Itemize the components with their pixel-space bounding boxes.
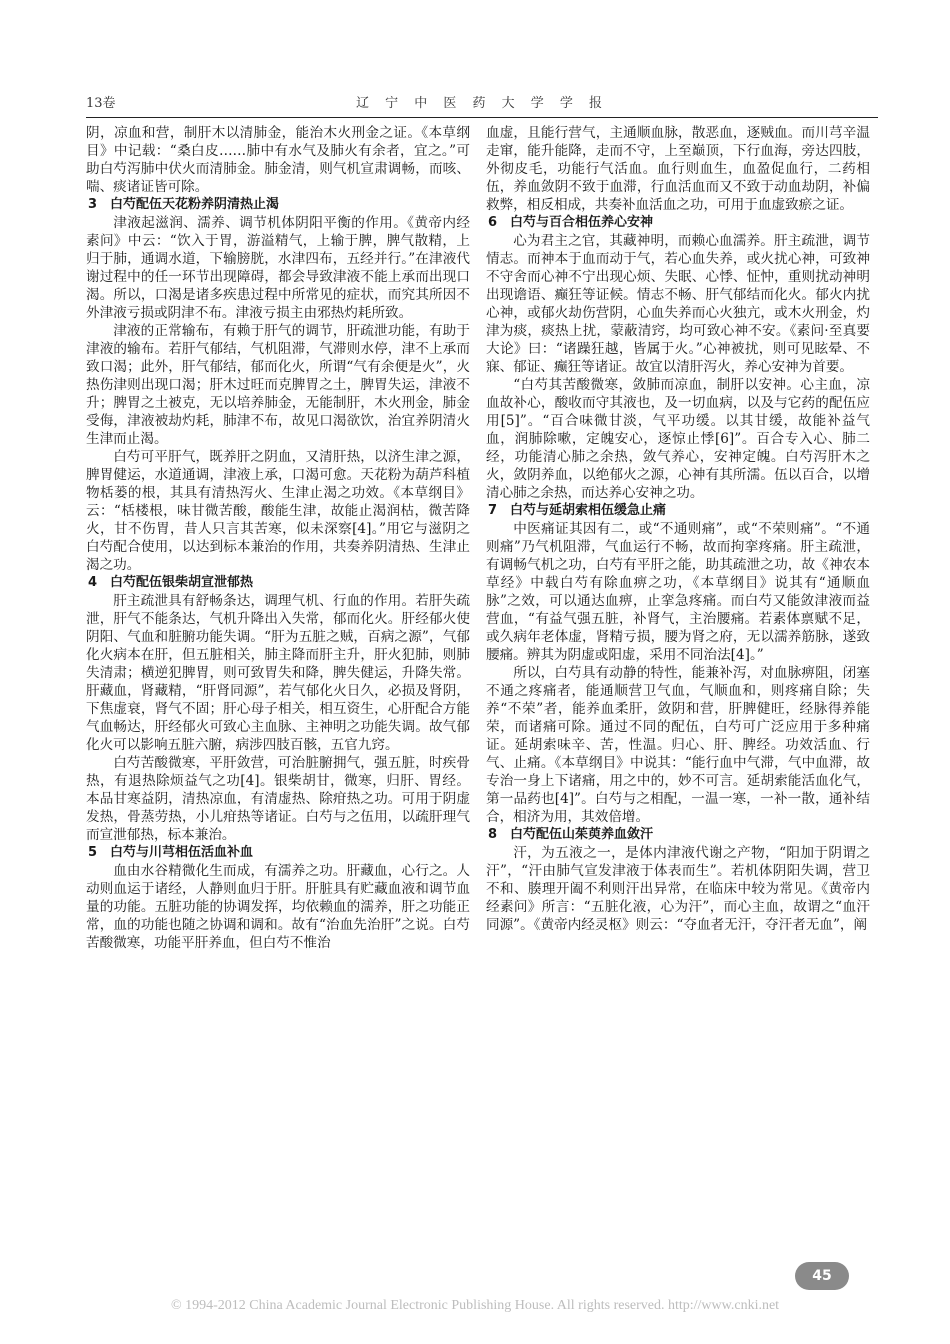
section-number: 6: [488, 215, 498, 230]
section-number: 8: [488, 827, 498, 842]
section-heading: [86, 574, 470, 592]
body-paragraph: 津液起滋润、濡养、调节机体阴阳平衡的作用。《黄帝内经素问》中云：“饮入于胃，游溢精气，上输于脾，脾气散精，上归于肺，通调水道，下输膀胱，水津四布，五经并行。”在津液代谢过程中的任一环节出现障碍，都会导致津液不能上承而出现口渴。所以，口渴是诸多疾患过程中所常见的症状，而究其所因不外津液亏损或阴津不布。津液亏损主由邪热灼耗所致。: [86, 215, 470, 321]
body-paragraph: 阴，凉血和营，制肝木以清肺金，能治木火刑金之证。《本草纲目》中记载：“桑白皮……肺中有水气及肺火有余者，宜之。”可助白芍泻肺中伏火而清肺金。肺金清，则气机宣肃调畅，而咳、喘、痰诸证皆可除。: [86, 125, 470, 195]
section-title: 白芍配伍天花粉养阴清热止渴: [110, 197, 280, 212]
body-paragraph: 肝主疏泄具有舒畅条达，调理气机、行血的作用。若肝失疏泄，肝气不能条达，气机升降出入失常，郁而化火。肝经郁火使阴阳、气血和脏腑功能失调。“肝为五脏之贼，百病之源”，气郁化火病本在肝，但五脏相关，肺主降而肝主升，肝火犯肺，则肺失清肃；横逆犯脾胃，则可致胃失和降，脾失健运，升降失常。肝藏血，肾藏精，“肝肾同源”，若气郁化火日久，必损及肾阴，下焦虚衰，肾气不固；肝心母子相关，相互资生，心肝配合方能气血畅达，肝经郁火可致心主血脉、主神明之功能失调。故气郁化火可以影响五脏六腑，病涉四肢百骸，五官九窍。: [86, 593, 470, 753]
body-paragraph: 血虚，且能行营气，主通顺血脉，散恶血，逐贼血。而川芎辛温走窜，能升能降，走而不守，上至巅顶，下行血海，旁达四肢，外彻皮毛，功能行气活血。血行则血生，血盈促血行，二药相伍，养血敛阴不致于血滞，行血活血而又不致于动血劫阴，补偏救弊，相反相成，共奏补血活血之功，可用于血虚致瘀之证。: [486, 125, 870, 213]
body-paragraph: 白芍可平肝气，既养肝之阴血，又清肝热，以济生津之源，脾胃健运，水道通调，津液上承，口渴可愈。天花粉为葫芦科植物栝蒌的根，其具有清热泻火、生津止渴之功效。《本草纲目》云：“栝楼根，味甘微苦酸，酸能生津，故能止渴润枯，微苦降火，甘不伤胃，昔人只言其苦寒，似未深察[4]。”用它与滋阴之白芍配合使用，以达到标本兼治的作用，共奏养阴清热、生津止渴之功。: [86, 449, 470, 573]
section-title: 白芍与百合相伍养心安神: [510, 215, 654, 230]
section-heading: [486, 826, 870, 844]
body-paragraph: “白芍其苦酸微寒，敛肺而凉血，制肝以安神。心主血，凉血故补心，酸收而守其液也，及一切血病，以及与它药的配伍应用[5]”。“百合味微甘淡，气平功缓。以其甘缓，故能补益气血，润肺除嗽，定魄安心，逐惊止悸[6]”。百合专入心、肺二经，功能清心肺之余热，敛气养心，安神定魄。白芍泻肝木之火，敛阴养血，以绝郁火之源，心神有其所濡。伍以百合，以增清心肺之余热，而达养心安神之功。: [486, 377, 870, 501]
running-header: [86, 92, 878, 112]
section-heading: [86, 196, 470, 214]
body-paragraph: 津液的正常输布，有赖于肝气的调节，肝疏泄功能，有助于津液的输布。若肝气郁结，气机阻滞，气滞则水停，津不上承而致口渴；此外，肝气郁结，郁而化火，所谓“气有余便是火”，火热伤津则出现口渴；肝木过旺而克脾胃之土，脾胃失运，津液不升；脾胃之土被克，无以培养肺金，无能制肝，木火刑金，肺金受侮，津液被劫灼耗，肺津不布，故见口渴欲饮，治宜养阴清火生津而止渴。: [86, 323, 470, 447]
body-paragraph: 血由水谷精微化生而成，有濡养之功。肝藏血，心行之。人动则血运于诸经，人静则血归于肝。肝脏具有贮藏血液和调节血量的功能。五脏功能的协调发挥，均依赖血的濡养，肝之功能正常，血的功能也随之协调和调和。故有“治血先治肝”之说。白芍苦酸微寒，功能平肝养血，但白芍不惟治: [86, 863, 470, 951]
section-title: 白芍与延胡索相伍缓急止痛: [510, 503, 667, 518]
body-paragraph: 心为君主之官，其藏神明，而赖心血濡养。肝主疏泄，调节情志。而神本于血而动于气，若心血失养，或火扰心神，可致神不守舍而心神不宁出现心烦、失眠、心悸、怔忡，重则扰动神明出现谵语、癫狂等证候。情志不畅、肝气郁结而化火。郁火内扰心神，或郁火劫伤营阴，心血失养而心火独亢，或木火刑金，灼津为痰，痰热上扰，蒙蔽清窍，均可致心神不安。《素问·至真要大论》曰：“诸躁狂越，皆属于火。”心神被扰，则可见眩晕、不寐、郁证、癫狂等诸证。故宜以清肝泻火，养心安神为首要。: [486, 233, 870, 375]
body-paragraph: 所以，白芍具有动静的特性，能兼补泻，对血脉痹阻，闭塞不通之疼痛者，能通顺营卫气血，气顺血和，则疼痛自除；失养“不荣”者，能养血柔肝，敛阴和营，肝脾健旺，经脉得养能荣，而诸痛可除。通过不同的配伍，白芍可广泛应用于多种痛证。延胡索味辛、苦，性温。归心、肝、脾经。功效活血、行气、止痛。《本草纲目》中说其：“能行血中气滞，气中血滞，故专治一身上下诸痛，用之中的，妙不可言。延胡索能活血化气，第一品药也[4]”。白芍与之相配，一温一寒，一补一散，通补结合，相济为用，其效倍增。: [486, 665, 870, 825]
volume-label: 13卷: [86, 96, 116, 111]
section-number: 3: [88, 197, 98, 212]
section-title: 白芍配伍山茱萸养血敛汗: [510, 827, 654, 842]
section-heading: [86, 844, 470, 862]
body-paragraph: 汗，为五液之一，是体内津液代谢之产物，“阳加于阴谓之汗”，“汗由肺气宣发津液于体表而生”。若机体阴阳失调，营卫不和、腠理开阖不利则汗出异常，在临床中较为常见。《黄帝内经素问》所言：“五脏化液，心为汗”，而心主血，故谓之“血汗同源”。《黄帝内经灵枢》则云：“夺血者无汗，夺汗者无血”，阐: [486, 845, 870, 933]
section-title: 白芍配伍银柴胡宣泄郁热: [110, 575, 254, 590]
body-paragraph: 中医痛证其因有二，或“不通则痛”，或“不荣则痛”。“不通则痛”乃气机阻滞，气血运行不畅，故而拘挛疼痛。肝主疏泄，有调畅气机之功，白芍有平肝之能，助其疏泄之功，故《神农本草经》中载白芍有除血痹之功，《本草纲目》说其有“通顺血脉”之效，可以通达血痹，止挛急疼痛。而白芍又能敛津液而益营血，“有益气强五脏，补肾气，主治腰痛。若素体禀赋不足，或久病年老体虚，肾精亏损，腰为肾之府，无以濡养筋脉，遂致腰痛。辨其为阴虚或阳虚，采用不同治法[4]。”: [486, 521, 870, 663]
section-number: 4: [88, 575, 98, 590]
section-number: 5: [88, 845, 98, 860]
copyright-footer: © 1994-2012 China Academic Journal Electronic Publishing House. All rights reserved. http://www.cnki.net: [170, 1298, 780, 1313]
right-text-column: [486, 124, 870, 934]
journal-title: 辽 宁 中 医 药 大 学 学 报: [355, 96, 609, 111]
section-heading: [486, 214, 870, 232]
section-title: 白芍与川芎相伍活血补血: [110, 845, 254, 860]
header-divider: [86, 117, 878, 118]
page-number-badge: 45: [795, 1262, 849, 1290]
left-text-column: [86, 124, 470, 952]
body-paragraph: 白芍苦酸微寒，平肝敛营，可治脏腑拥气，强五脏，时疾骨热，有退热除烦益气之功[4]。银柴胡甘，微寒，归肝、胃经。本品甘寒益阴，清热凉血，有清虚热、除疳热之功。可用于阴虚发热，骨蒸劳热，小儿疳热等诸证。白芍与之伍用，以疏肝理气而宣泄郁热，标本兼治。: [86, 755, 470, 843]
section-heading: [486, 502, 870, 520]
section-number: 7: [488, 503, 498, 518]
